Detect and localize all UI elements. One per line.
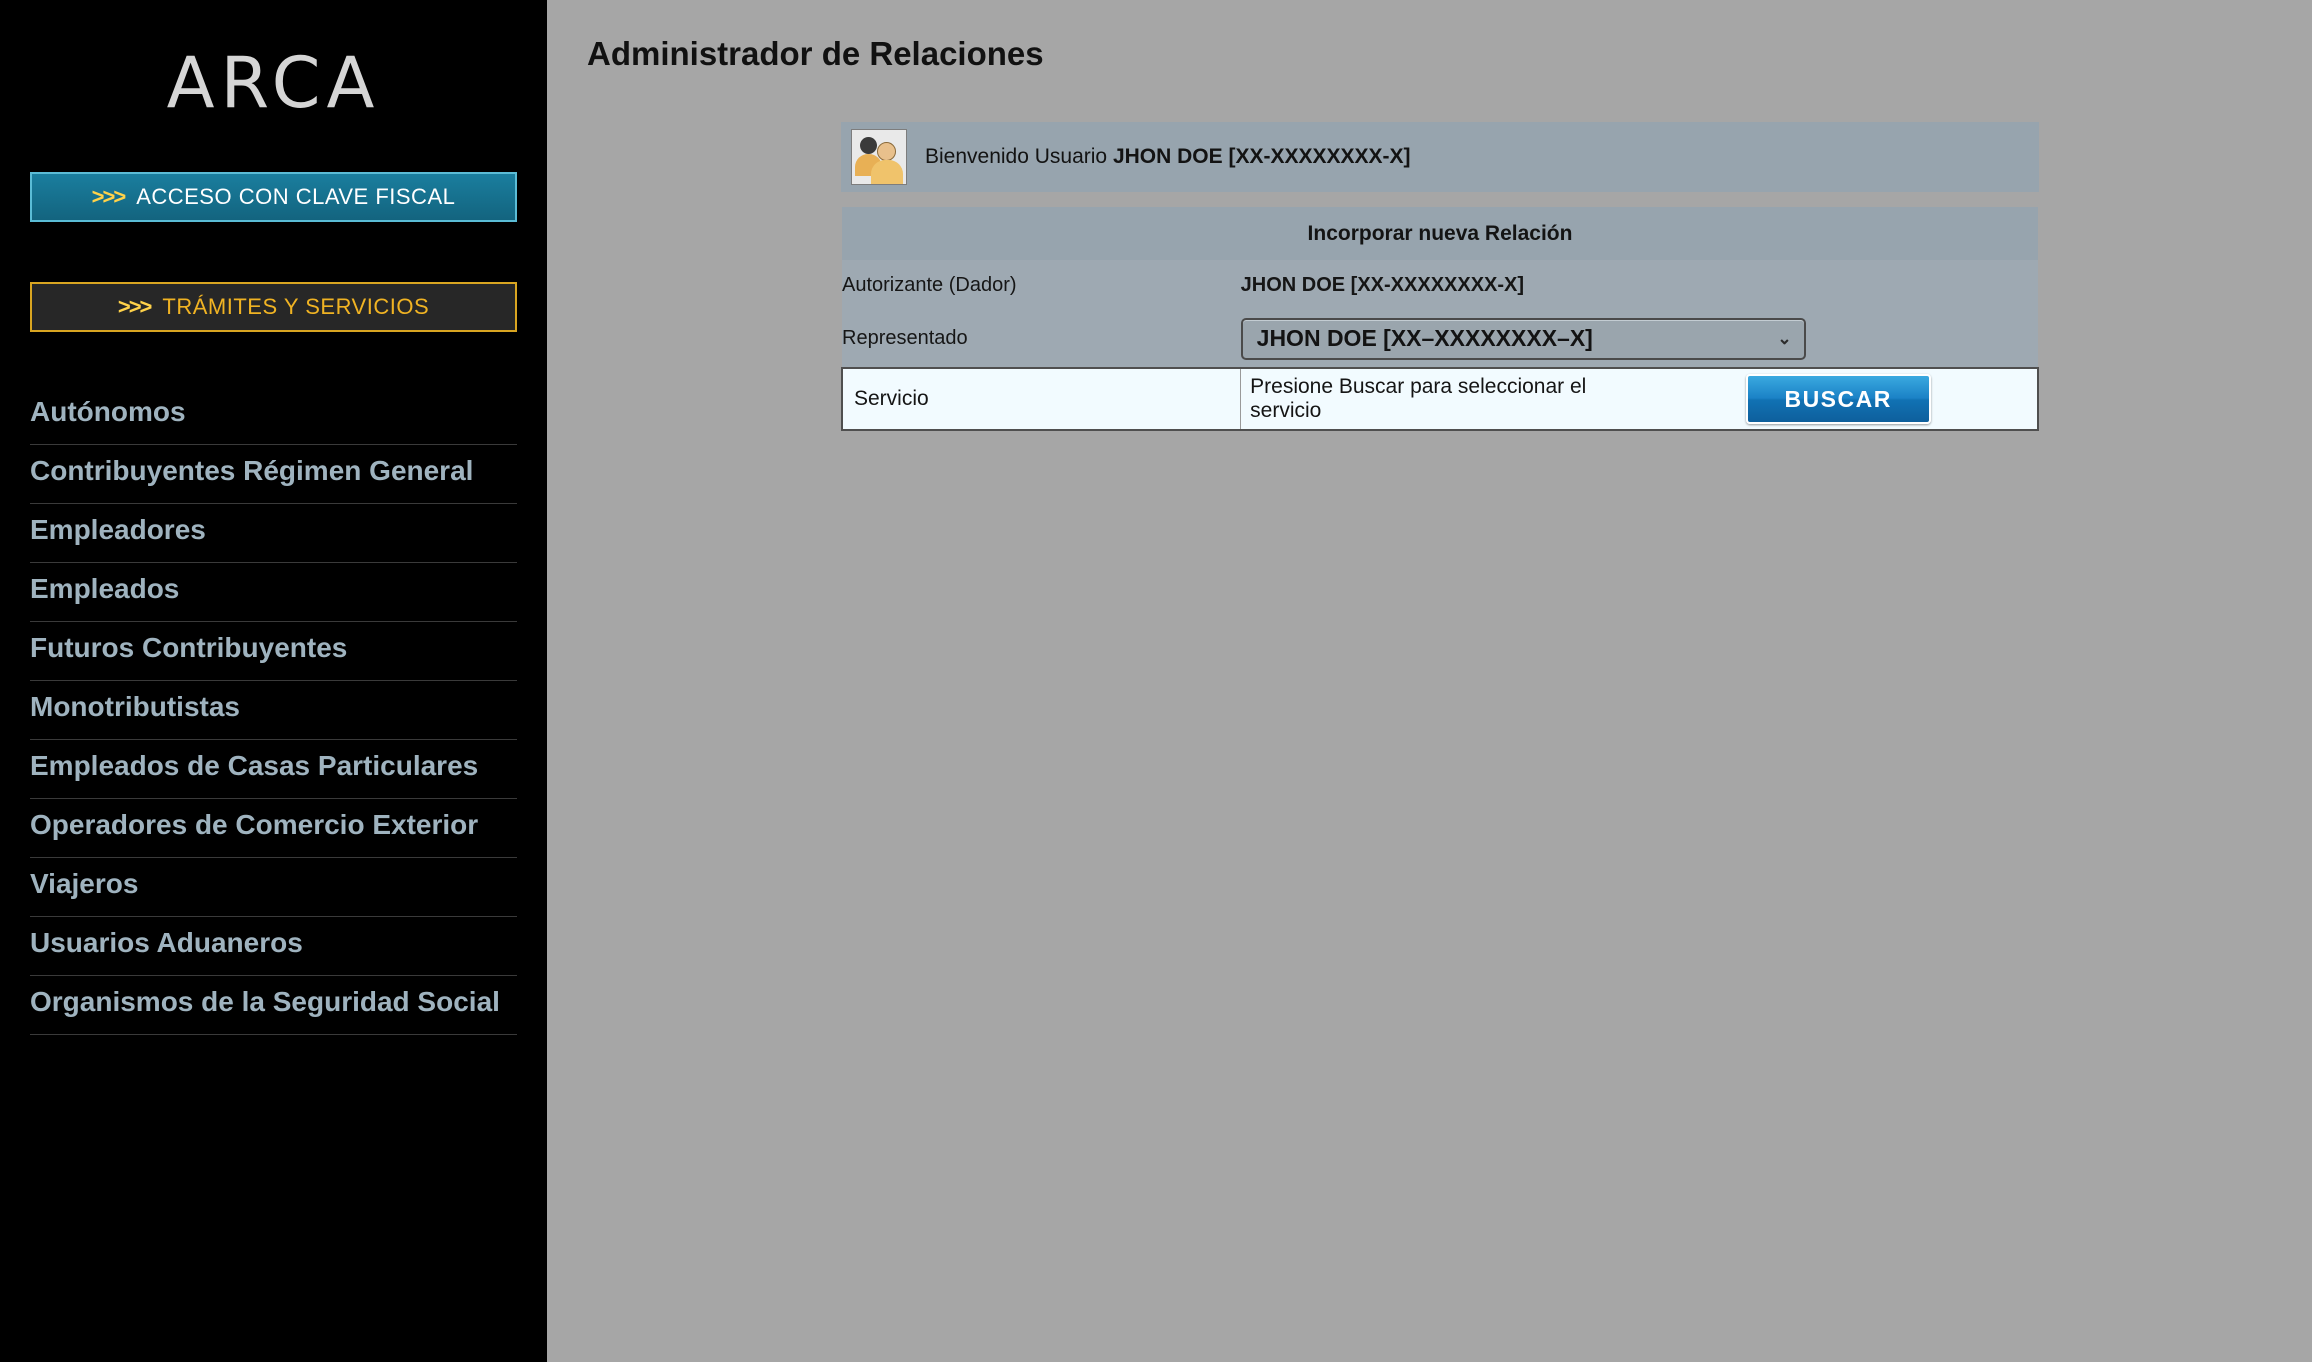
tramites-servicios-label: TRÁMITES Y SERVICIOS [162,294,430,319]
sidebar-item-empleados[interactable]: Empleados [30,563,517,622]
servicio-action-cell [1639,368,2038,430]
autorizante-value: JHON DOE [XX-XXXXXXXX-X] [1241,260,2038,310]
sidebar-item-operadores-comercio-exterior[interactable]: Operadores de Comercio Exterior [30,799,517,858]
welcome-user: JHON DOE [XX-XXXXXXXX-X] [1112,145,1411,168]
form-header-row [842,207,2038,260]
autorizante-row [842,260,2038,310]
chevrons-right-icon: >>> [117,294,151,319]
representado-selected-value: JHON DOE [XX–XXXXXXXX–X] [1256,325,1593,351]
chevron-down-icon: ⌄ [1777,328,1792,348]
servicio-label: Servicio [842,368,1241,430]
welcome-text [925,145,1411,169]
arca-logo: ARCA [166,42,381,124]
sidebar-item-monotributistas[interactable]: Monotributistas [30,681,517,740]
sidebar-item-empleados-casas-particulares[interactable]: Empleados de Casas Particulares [30,740,517,799]
chevrons-right-icon: >>> [91,184,125,209]
brand [0,0,547,124]
main-content [547,0,2312,1362]
sidebar-nav [0,386,547,1035]
representado-row [842,310,2038,368]
welcome-prefix: Bienvenido Usuario [925,145,1113,168]
relation-form-table [841,207,2039,431]
servicio-hint: Presione Buscar para seleccionar el servicio [1241,368,1640,430]
representado-select[interactable] [1241,318,1806,360]
sidebar-item-futuros-contribuyentes[interactable]: Futuros Contribuyentes [30,622,517,681]
tramites-servicios-button[interactable] [30,282,517,332]
acceso-clave-fiscal-label: ACCESO CON CLAVE FISCAL [136,184,456,209]
representado-cell [1241,310,2038,368]
sidebar-item-usuarios-aduaneros[interactable]: Usuarios Aduaneros [30,917,517,976]
sidebar [0,0,547,1362]
welcome-bar [841,122,2039,192]
autorizante-label: Autorizante (Dador) [842,260,1241,310]
buscar-button[interactable]: BUSCAR [1746,374,1931,424]
representado-label: Representado [842,310,1241,368]
sidebar-item-autonomos[interactable]: Autónomos [30,386,517,445]
relations-panel [841,122,2039,431]
page-title: Administrador de Relaciones [587,35,1044,72]
form-header-title: Incorporar nueva Relación [842,207,2038,260]
acceso-clave-fiscal-button[interactable] [30,172,517,222]
servicio-row [842,368,2038,430]
users-avatar-icon [851,129,907,185]
sidebar-item-contribuyentes-regimen-general[interactable]: Contribuyentes Régimen General [30,445,517,504]
sidebar-item-organismos-seguridad-social[interactable]: Organismos de la Seguridad Social [30,976,517,1035]
sidebar-item-viajeros[interactable]: Viajeros [30,858,517,917]
sidebar-item-empleadores[interactable]: Empleadores [30,504,517,563]
